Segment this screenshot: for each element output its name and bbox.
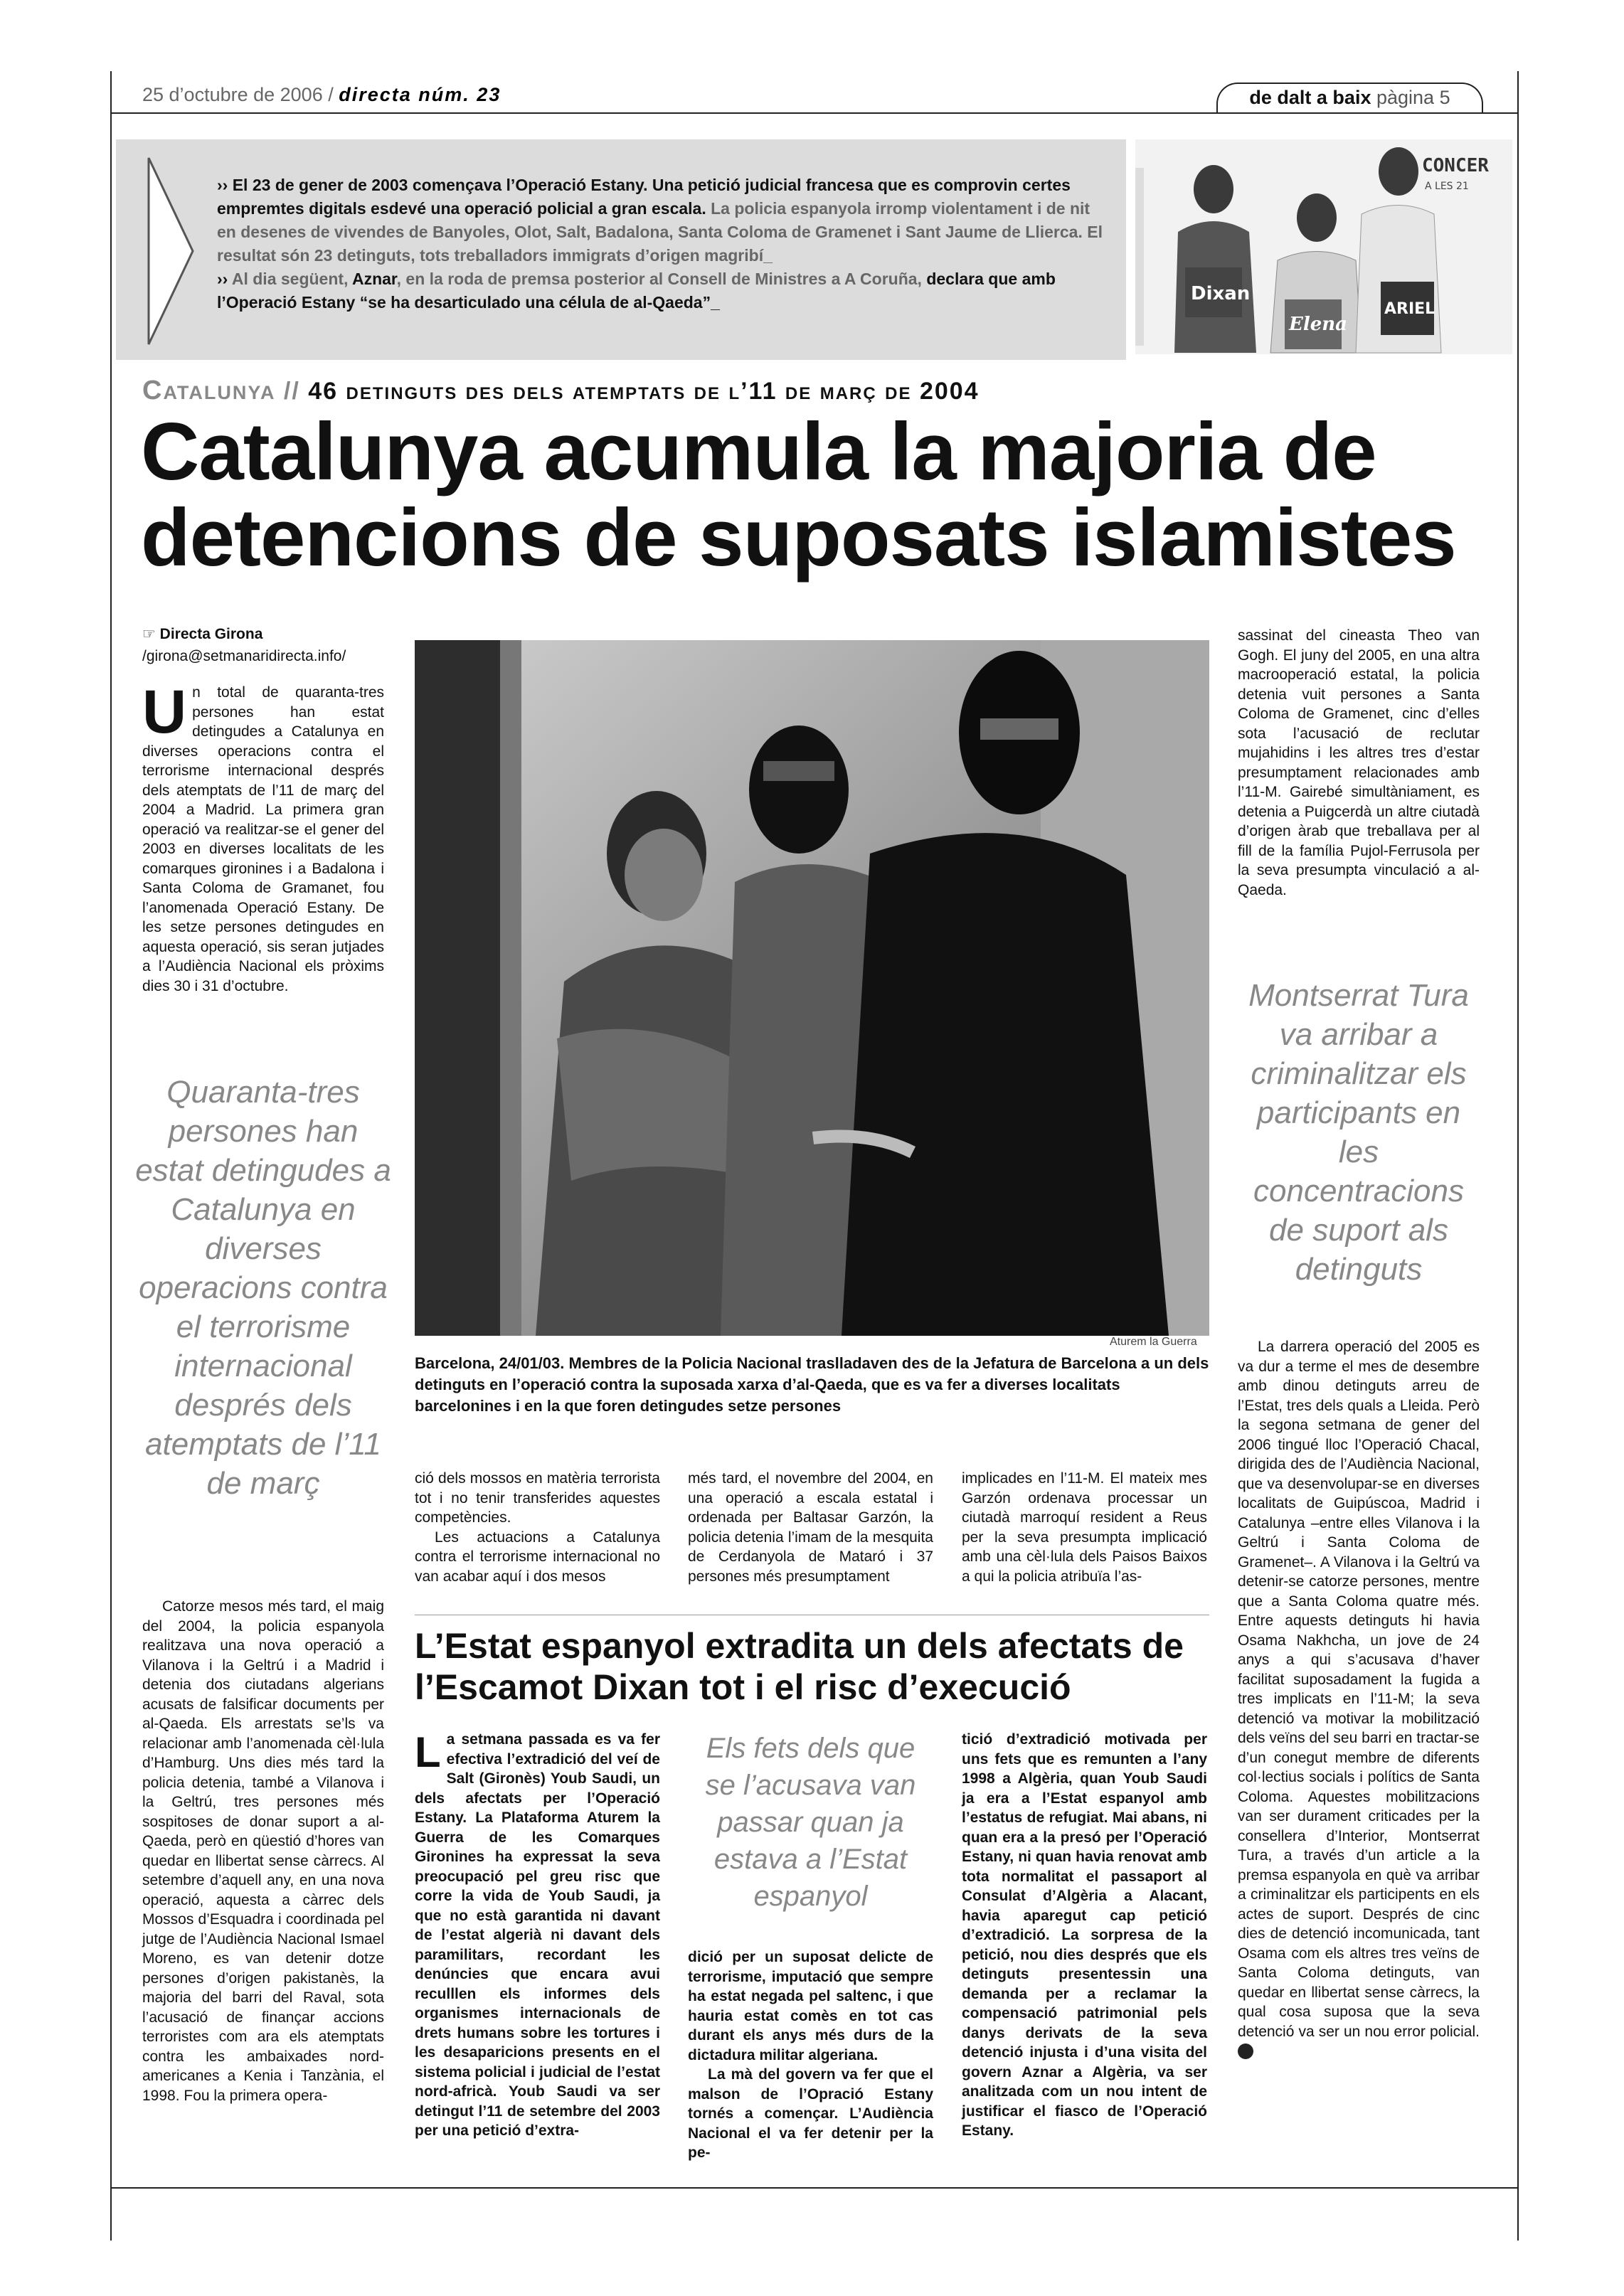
chevron-right-icon xyxy=(146,155,196,347)
summary-text xyxy=(217,174,1113,314)
svg-text:Dixan: Dixan xyxy=(1191,283,1251,304)
photo-credit: Aturem la Guerra xyxy=(1110,1336,1197,1348)
page-header-left xyxy=(142,84,501,106)
directa-end-icon xyxy=(1238,2043,1253,2059)
article-column-right-continued: La darrera operació del 2005 es va dur a terme el mes de desembre amb dinou detinguts arreu de l’Estat, tres dels quals a Lleida. Però la segona setmana de gener del 2006 tingué lloc l’Operació Chacal, dirigida des de l’Audiència Nacional, que va desenvolupar-se en diverses localitats de Guipúscoa, Madrid i Catalunya –entre elles Vilanova i la Geltrú i Santa Coloma de Gramenet–. A Vilanova i la Geltrú va detenir-se catorze persones, mentre que a Santa Coloma quatre més. Entre aquests detinguts hi havia Osama Nakhcha, un jove de 24 anys a qui s’acusava d’haver facilitat suposadament la fugida a tres implicats en l’11-M; la seva detenció va motivar la mobilització dels veïns del seu barri en tractar-se d’un conegut membre de diferents col·lectius socials i polítics de Santa Coloma. Aquestes mobilitzacions van ser durament criticades per la consellera d’Interior, Montserrat Tura, a través d’un article a la premsa espanyola en què va arribar a criminalitzar els participents en els actes de suport. Després de cinc dies de detenció incomunicada, tant Osama com els altres tres veïns de Santa Coloma detinguts, van quedar en llibertat sense càrrecs, la qual cosa suposa que la seva detenció va ser un nou error policial. xyxy=(1238,1337,1480,2061)
bottom-rule xyxy=(110,2187,1519,2189)
top-rule xyxy=(110,112,1519,114)
page-number: pàgina 5 xyxy=(1376,87,1450,108)
summary-item: ›› El 23 de gener de 2003 començava l’Operació Estany. Una petició judicial francesa que es comprovin certes empremtes digitals esdevé una operació policial a gran escala. La policia espanyola irromp violentament i de nit en desenes de vivendes de Banyoles, Olot, Salt, Badalona, Santa Coloma de Gramenet i Sant Jaume de Llierca. El resultat són 23 detinguts, tots treballadors immigrats d’origen magribí_ xyxy=(217,176,1103,265)
article-column-3: més tard, el novembre del 2004, en una operació a escala estatal i ordenada per Baltasar Garzón, la policia detenia l’imam de la mesquita de Cerdanyola de Mataró i 37 persones més presumptament xyxy=(688,1470,933,1585)
section-tab xyxy=(1216,83,1483,112)
section-category: Catalunya xyxy=(142,376,276,405)
byline xyxy=(142,623,346,667)
pull-quote-right: Montserrat Tura va arribar a criminalitzar els participants en les concentracions de suport als detinguts xyxy=(1248,978,1469,1287)
section-name: de dalt a baix xyxy=(1249,87,1371,108)
subarticle-column-3: tició d’extradició motivada per uns fets que es remunten a l’any 1998 a Algèria, quan Youb Saudi ja era a l’Estat espanyol amb l’estatus de refugiat. Mai abans, ni quan era a la presó per l’Operació Estany, ni quan havia renovat amb tota normalitat el passaport al Consulat d’Algèria a Alacant, havia aparegut cap petició d’extradició. La sorpresa de la petició, nou dies després que els detinguts presentessin una demanda per a reclamar la compensació patrimonial pels danys derivats de la seva detenció injusta i d’una visita del govern Aznar a Algèria, va ser analitzada com un nou intent de justificar el fiasco de l’Operació Estany. xyxy=(962,1731,1207,2139)
summary-item: ›› Al dia següent, Aznar, en la roda de premsa posterior al Consell de Ministres a A Coruña, declara que amb l’Operació Estany “se ha desarticulado una célula de al-Qaeda”_ xyxy=(217,270,1056,312)
sub-headline: L’Estat espanyol extradita un dels afectats de l’Escamot Dixan tot i el risc d’execució xyxy=(415,1626,1184,1707)
sub-pull-quote: Els fets dels que se l’acusava van passar quan ja estava a l’Estat espanyol xyxy=(705,1733,916,1912)
publication-name: directa núm. 23 xyxy=(339,84,501,105)
svg-text:ARIEL: ARIEL xyxy=(1384,300,1435,318)
right-margin-rule xyxy=(1517,71,1519,2241)
article-column-4: implicades en l’11-M. El mateix mes Garzón ordenava processar un ciutadà marroquí resident a Reus per la seva presumpta implicació amb una cèl·lula dels Paisos Baixos a qui la policia atribuïa l’as- xyxy=(962,1470,1207,1585)
article-column-right: sassinat del cineasta Theo van Gogh. El juny del 2005, en una altra macrooperació estatal, la policia detenia vuit persones a Santa Coloma de Gramenet, cinc d’elles sota l’acusació de reclutar mujahidins i les altres tres d’estar presumptament relacionades amb l’11-M. Gairebé simultàniament, es detenia a Puigcerdà un altre ciutadà d’origen àrab que treballava per al fill de la família Pujol-Ferrusola per la seva presumpta vinculació a al-Qaeda. xyxy=(1238,627,1480,898)
dixan-protest-photo xyxy=(1135,139,1512,354)
author-email: /girona@setmanaridirecta.info/ xyxy=(142,648,346,664)
kicker-text: 46 detinguts des dels atemptats de l’11 de març de 2004 xyxy=(308,378,980,405)
dropcap: U xyxy=(142,678,187,746)
headline: Catalunya acumula la majoria de detencions de suposats islamistes xyxy=(141,407,1456,583)
photo-caption: Barcelona, 24/01/03. Membres de la Policia Nacional traslladaven des de la Jefatura de Barcelona a un dels detinguts en l’operació contra la suposada xarxa d’al-Qaeda, que es va fer a diverses localitats barcelonines i en la que foren detingudes setze persones xyxy=(415,1354,1209,1415)
svg-text:A LES 21: A LES 21 xyxy=(1425,181,1469,192)
issue-date: 25 d’octubre de 2006 xyxy=(142,84,323,105)
article-column-1: Un total de quaranta-tres persones han estat detingudes a Catalunya en diverses operacions contra el terrorisme internacional després dels atemptats de l’11 de març del 2004 a Madrid. La primera gran operació va realitzar-se el gener del 2003 en diverses localitats de les comarques gironines i a Badalona i Santa Coloma de Gramanet, fou l’anomenada Operació Estany. De les setze persones detingudes en aquesta operació, sis seran jutjades a l’Audiència Nacional els pròxims dies 30 i 31 d’octubre. xyxy=(142,678,384,994)
poster-text: CONCER xyxy=(1422,155,1489,176)
arrest-photo xyxy=(415,640,1209,1336)
kicker: Catalunya // 46 detinguts des dels atemptats de l’11 de març de 2004 xyxy=(142,376,980,405)
article-column-2: ció dels mossos en matèria terrorista tot i no tenir transferides aquestes competències. Les actuacions a Catalunya contra el terrorisme internacional no van acabar aquí i dos mesos xyxy=(415,1470,660,1585)
author: Directa Girona xyxy=(159,626,263,642)
subarticle-column-1: La setmana passada es va fer efectiva l’extradició del veí de Salt (Gironès) Youb Saudi, un dels afectats per l’Operació Estany. La Plataforma Aturem la Guerra de les Comarques Gironines ha expressat la seva preocupació pel greu risc que corre la vida de Youb Saudi, ja que no està garantida ni davant de l’estat algerià ni davant dels paramilitars, recordant les denúncies que encara avui reculllen els informes dels organismes internacionals de drets humans sobre les tortures i les desaparicions presents en el sistema policial i judicial de l’estat nord-africà. Youb Saudi va ser detingut l’11 de setembre del 2003 per una petició d’extra- xyxy=(415,1728,660,2139)
svg-text:Elena: Elena xyxy=(1289,314,1347,335)
sub-dropcap: L xyxy=(415,1728,441,1776)
left-margin-rule xyxy=(110,71,112,2241)
hand-pointer-icon: ☞ xyxy=(142,626,160,642)
article-column-1-continued: Catorze mesos més tard, el maig del 2004, la policia espanyola realitzava una nova operació a Vilanova i la Geltrú i a Madrid i detenia dos ciutadans algerians acusats de falsificar documents per al-Qaeda. Els arrestats se’ls va relacionar amb l’anomenada cèl·lula d’Hamburg. Uns dies més tard la policia detenia, també a Vilanova i la Geltrú, tres persones més sospitoses de donar suport a al-Qaeda, però en qüestió d’hores van quedar en llibertat sense càrrecs. Al setembre d’aquell any, en una nova operació, aquesta a càrrec dels Mossos d’Esquadra i coordinada pel jutge de l’Audiència Nacional Ismael Moreno, es van detenir dotze persones d’origen pakistanès, la majoria del barri del Raval, sota l’acusació de finançar accions terroristes com ara els atemptats contra les ambaixades nord-americanes a Kenia i Tanzània, el 1998. Fou la primera opera- xyxy=(142,1598,384,2104)
header-separator: / xyxy=(328,84,334,105)
subarticle-column-2: dició per un suposat delicte de terrorisme, imputació que sempre ha estat negada pel saltenc, i que hauria estat comès en tot cas durant els anys més durs de la dictadura militar algeriana. La mà del govern va fer que el malson de l’Opració Estany tornés a començar. L’Audiència Nacional el va fer detenir per la pe- xyxy=(688,1949,933,2161)
pull-quote: Quaranta-tres persones han estat detingudes a Catalunya en diverses operacions contra el terrorisme internacional després dels atemptats de l’11 de març xyxy=(135,1075,391,1501)
